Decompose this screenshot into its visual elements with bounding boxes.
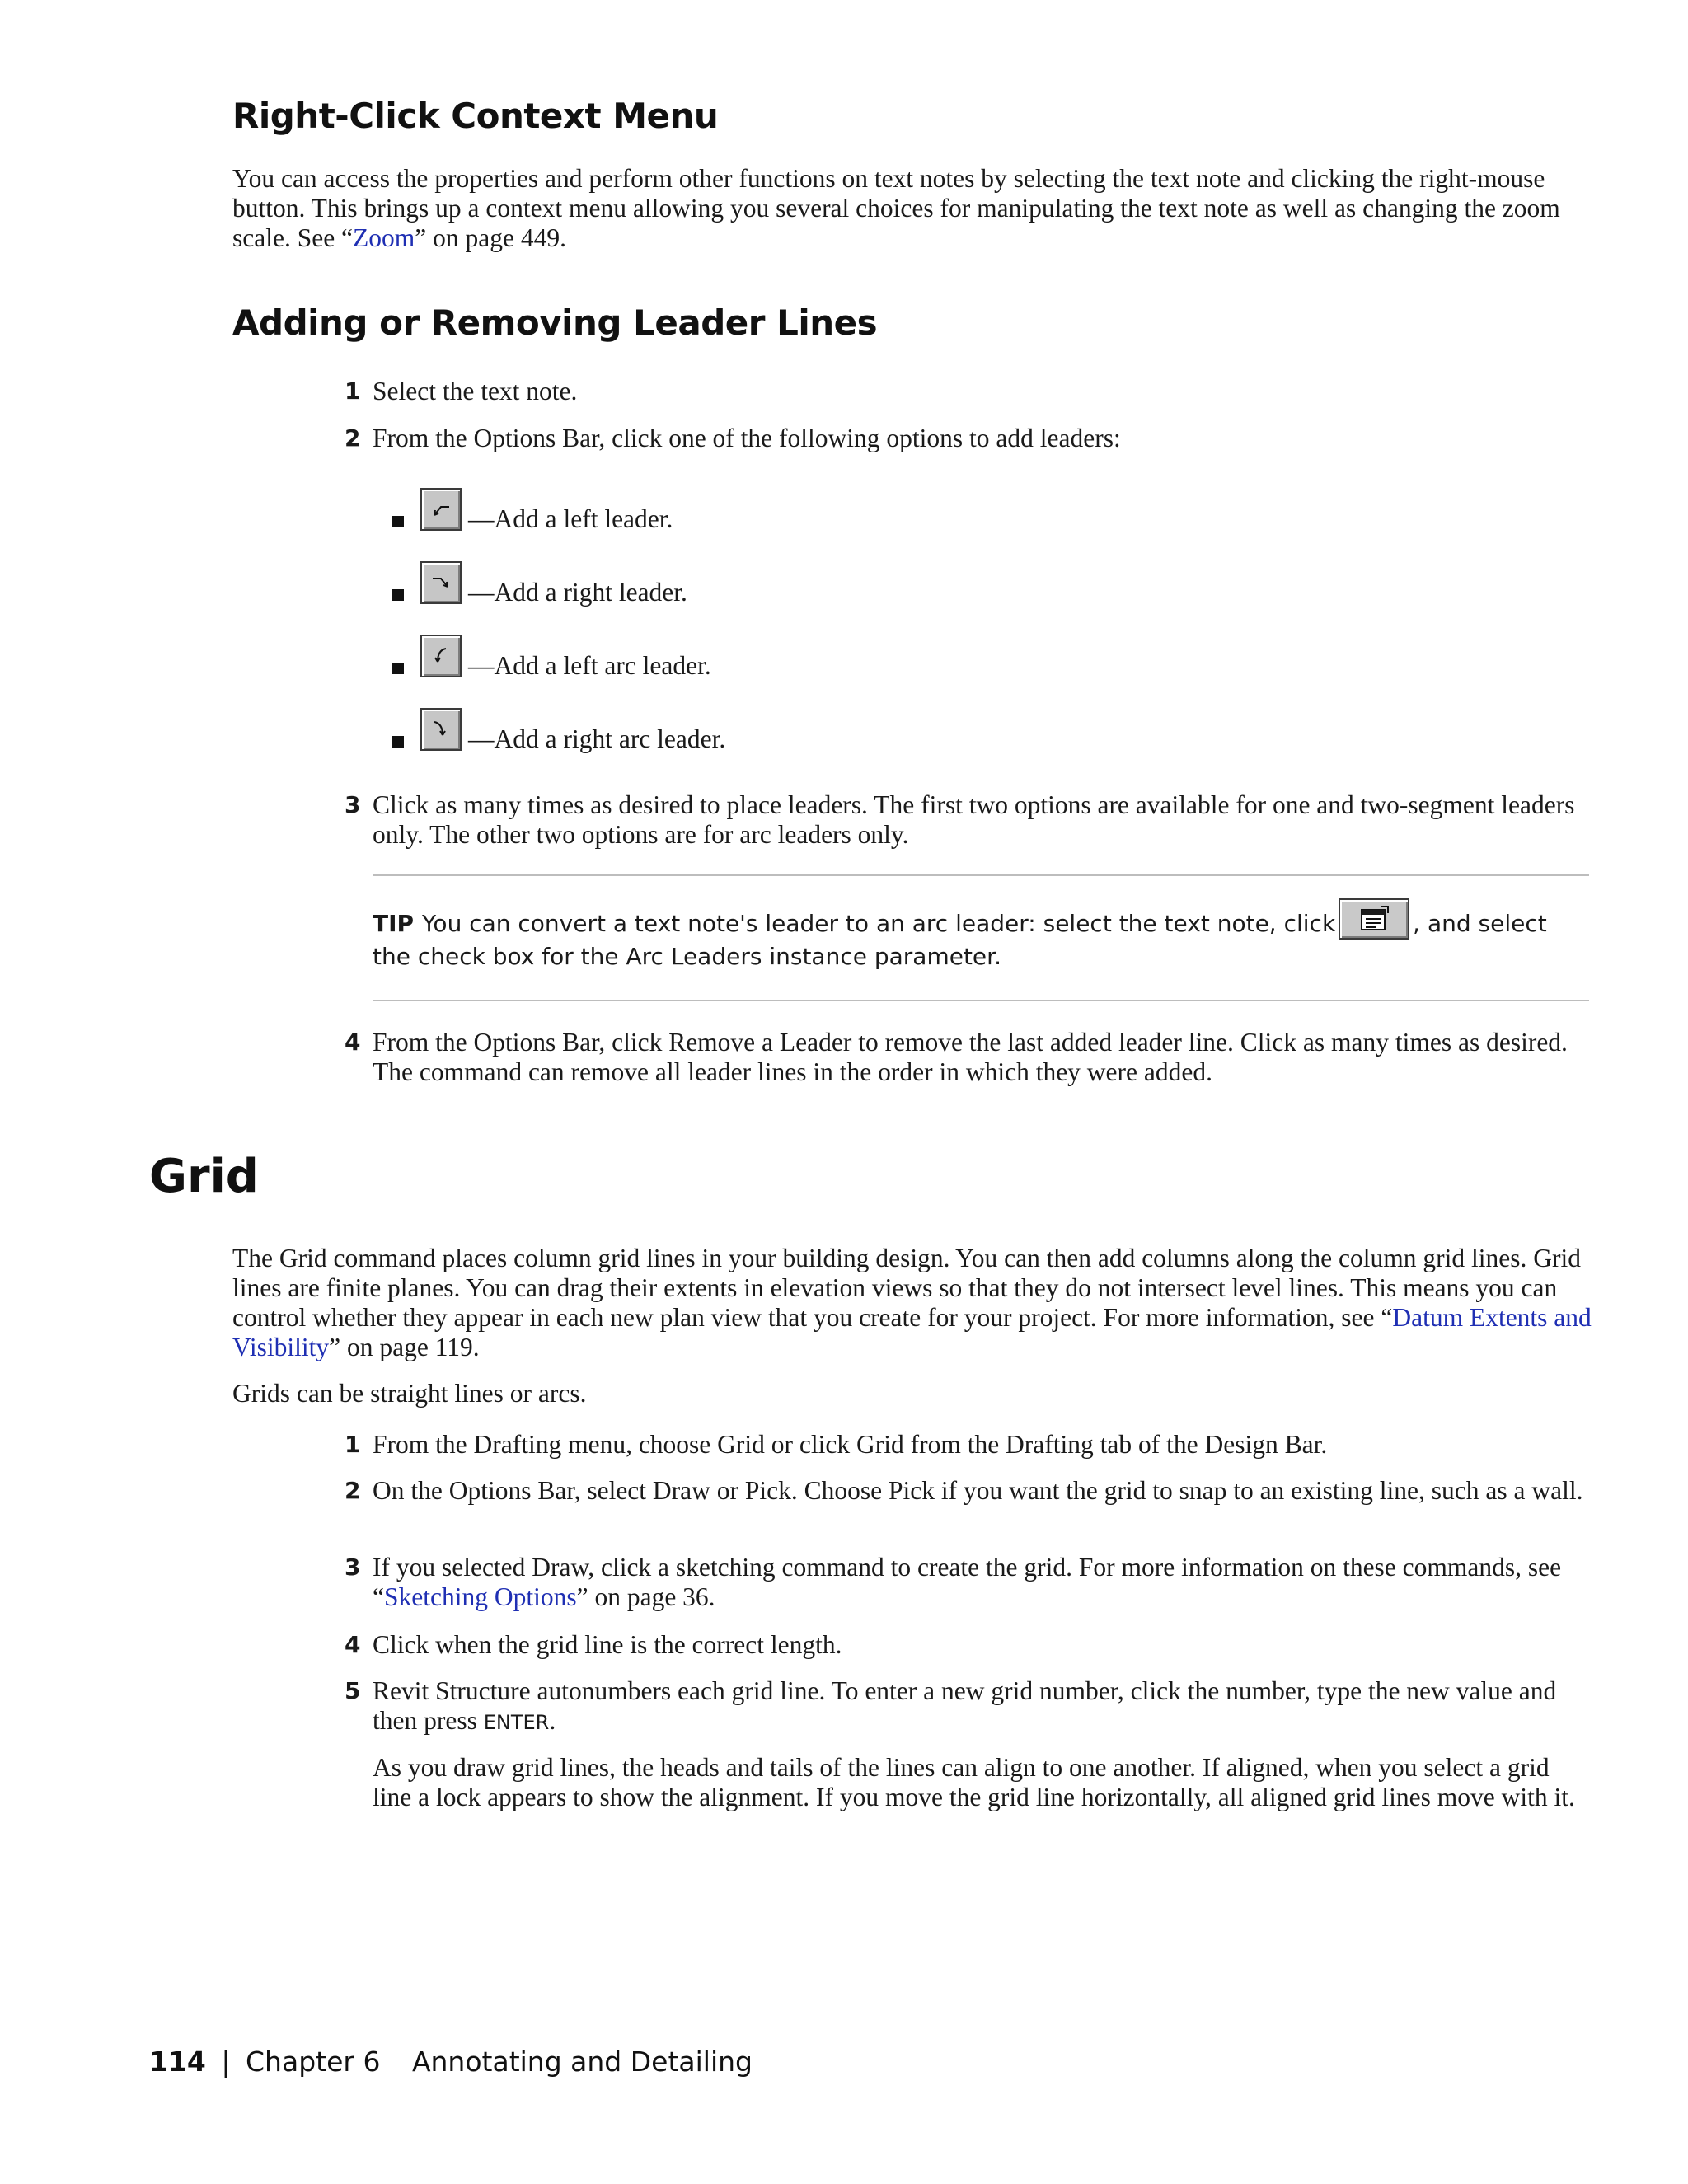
context-menu-text: You can access the properties and perform other functions on text notes by selecting the text note and clicking the right-mouse button. This brings up a context menu allowing you several choices for manipulating the text note as well as changing the zoom scale. See “ bbox=[232, 164, 1560, 252]
tip-top-rule bbox=[373, 874, 1589, 876]
step-text: From the Options Bar, click Remove a Leader to remove the last added leader line. Click as many times as desired. The command can remove all leader lines in the order in which they were added. bbox=[373, 1028, 1568, 1086]
page-number: 114 bbox=[149, 2046, 206, 2078]
bullet-text: —Add a left arc leader. bbox=[468, 651, 711, 680]
tip-text: You can convert a text note's leader to an arc leader: select the text note, click bbox=[422, 910, 1336, 937]
step-number: 1 bbox=[345, 377, 361, 405]
leader-step-4 bbox=[345, 1028, 1589, 1087]
step-text: Select the text note. bbox=[373, 377, 578, 405]
sketching-options-link[interactable]: Sketching Options bbox=[383, 1582, 577, 1611]
chapter-label: Chapter 6 bbox=[246, 2046, 381, 2078]
step-text: On the Options Bar, select Draw or Pick. Choose Pick if you want the grid to snap to an existing line, such as a wall. bbox=[373, 1476, 1583, 1505]
grid-step-5 bbox=[345, 1676, 1589, 1737]
grid-intro-text-end: ” on page 119. bbox=[329, 1333, 480, 1361]
bullet-text: —Add a right arc leader. bbox=[468, 724, 726, 753]
datum-extents-link[interactable]: Datum Extents and Visibility bbox=[232, 1303, 1592, 1361]
bullet-marker bbox=[392, 589, 404, 601]
step-text bbox=[373, 1676, 1589, 1737]
section-title-context-menu: Right-Click Context Menu bbox=[232, 96, 719, 136]
grid-intro-paragraph bbox=[232, 1244, 1592, 1362]
step-text-part-end: ” on page 36. bbox=[576, 1582, 715, 1611]
grid-intro-paragraph-2: Grids can be straight lines or arcs. bbox=[232, 1379, 587, 1408]
step-number: 4 bbox=[345, 1029, 361, 1056]
footer-separator: | bbox=[221, 2046, 231, 2078]
step-number: 2 bbox=[345, 1477, 361, 1504]
step-text: Click when the grid line is the correct length. bbox=[373, 1630, 842, 1659]
step-number: 3 bbox=[345, 1554, 361, 1581]
leader-step-3 bbox=[345, 790, 1589, 850]
step-text: From the Drafting menu, choose Grid or click Grid from the Drafting tab of the Design Bar. bbox=[373, 1430, 1328, 1459]
section-title-leader-lines: Adding or Removing Leader Lines bbox=[232, 302, 878, 343]
leader-step-2 bbox=[345, 424, 1589, 453]
step-number: 5 bbox=[345, 1677, 361, 1704]
bullet-marker bbox=[392, 516, 404, 527]
step-number: 2 bbox=[345, 424, 361, 452]
grid-step-2 bbox=[345, 1476, 1589, 1506]
tip-text-end: , and select the check box for the Arc Leaders instance parameter. bbox=[373, 910, 1547, 970]
step-text-part: Revit Structure autonumbers each grid line. To enter a new grid number, click the number, type the new value and then press bbox=[373, 1676, 1557, 1735]
step-text bbox=[373, 1553, 1589, 1612]
step-text: Click as many times as desired to place leaders. The first two options are available for one and two-segment leaders only. The other two options are for arc leaders only. bbox=[373, 790, 1575, 849]
tip-bottom-rule bbox=[373, 1000, 1589, 1001]
leader-step-1 bbox=[345, 377, 1589, 406]
enter-key-label: ENTER bbox=[483, 1711, 550, 1734]
step-text-part: If you selected Draw, click a sketching command to create the grid. For more information on these commands, see “ bbox=[373, 1553, 1562, 1611]
right-arc-leader-icon[interactable] bbox=[420, 708, 462, 751]
step-number: 3 bbox=[345, 791, 361, 818]
tip-box bbox=[373, 898, 1589, 973]
step-text-part-end: . bbox=[549, 1706, 556, 1735]
grid-alignment-note: As you draw grid lines, the heads and tails of the lines can align to one another. If aligned, when you select a grid line a lock appears to show the alignment. If you move the grid line horizontally, all aligned grid lines move with it. bbox=[373, 1753, 1575, 1811]
bullet-text: —Add a right leader. bbox=[468, 578, 687, 607]
left-arc-leader-icon[interactable] bbox=[420, 635, 462, 677]
bullet-marker bbox=[392, 663, 404, 674]
grid-step-1 bbox=[345, 1430, 1589, 1460]
grid-intro-text: The Grid command places column grid lines in your building design. You can then add columns along the column grid lines. Grid lines are finite planes. You can drag their extents in elevation views so that they do not intersect level lines. This means you can control whether they appear in each new plan view that you create for your project. For more information, see “ bbox=[232, 1244, 1581, 1332]
zoom-link[interactable]: Zoom bbox=[353, 223, 415, 252]
section-title-grid: Grid bbox=[149, 1150, 259, 1203]
chapter-title: Annotating and Detailing bbox=[411, 2046, 753, 2078]
bullet-text: —Add a left leader. bbox=[468, 504, 673, 533]
step-text: From the Options Bar, click one of the following options to add leaders: bbox=[373, 424, 1121, 452]
right-leader-icon[interactable] bbox=[420, 561, 462, 604]
properties-icon[interactable] bbox=[1339, 898, 1409, 940]
step-number: 4 bbox=[345, 1631, 361, 1658]
step-number: 1 bbox=[345, 1431, 361, 1458]
grid-step-4 bbox=[345, 1630, 1589, 1660]
bullet-marker bbox=[392, 736, 404, 748]
left-leader-icon[interactable] bbox=[420, 488, 462, 531]
tip-label: TIP bbox=[373, 910, 415, 937]
grid-step-3 bbox=[345, 1553, 1589, 1612]
page-footer bbox=[149, 2044, 753, 2080]
context-menu-paragraph bbox=[232, 164, 1592, 253]
context-menu-text-end: ” on page 449. bbox=[415, 223, 566, 252]
